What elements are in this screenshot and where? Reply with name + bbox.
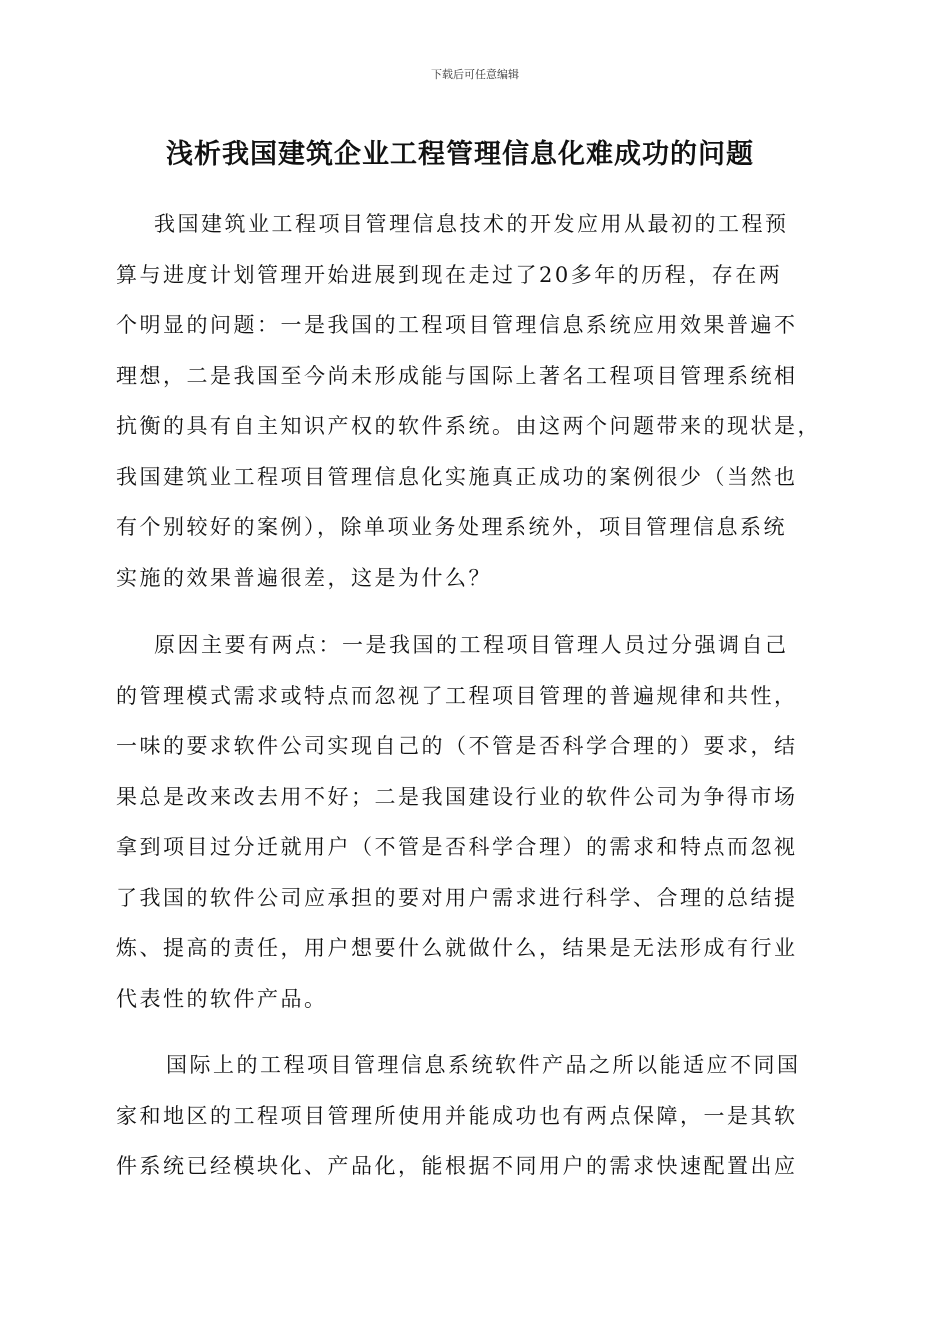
paragraph-1 bbox=[116, 199, 876, 603]
paragraph-3 bbox=[116, 1040, 876, 1192]
paragraph-line: 件系统已经模块化、产品化，能根据不同用户的需求快速配置出应 bbox=[116, 1154, 798, 1178]
paragraph-line: 个明显的问题：一是我国的工程项目管理信息系统应用效果普遍不 bbox=[116, 313, 798, 337]
paragraph-line: 炼、提高的责任，用户想要什么就做什么，结果是无法形成有行业 bbox=[116, 936, 798, 960]
paragraph-line: 抗衡的具有自主知识产权的软件系统。由这两个问题带来的现状是， bbox=[116, 414, 821, 438]
paragraph-line: 果总是改来改去用不好；二是我国建设行业的软件公司为争得市场 bbox=[116, 784, 798, 809]
paragraph-line: 原因主要有两点：一是我国的工程项目管理人员过分强调自己 bbox=[154, 633, 789, 657]
paragraph-line: 了我国的软件公司应承担的要对用户需求进行科学、合理的总结提 bbox=[116, 885, 798, 910]
paragraph-line: 的管理模式需求或特点而忽视了工程项目管理的普遍规律和共性， bbox=[116, 683, 798, 708]
header-note: 下载后可任意编辑 bbox=[431, 68, 519, 81]
paragraph-2 bbox=[116, 620, 876, 1024]
paragraph-line: 国际上的工程项目管理信息系统软件产品之所以能适应不同国 bbox=[166, 1053, 801, 1077]
paragraph-line: 我国建筑业工程项目管理信息技术的开发应用从最初的工程预 bbox=[154, 212, 789, 236]
paragraph-line: 有个别较好的案例），除单项业务处理系统外，项目管理信息系统 bbox=[116, 515, 787, 539]
paragraph-line: 家和地区的工程项目管理所使用并能成功也有两点保障，一是其软 bbox=[116, 1103, 798, 1128]
paragraph-line: 理想，二是我国至今尚未形成能与国际上著名工程项目管理系统相 bbox=[116, 363, 798, 388]
paragraph-line: 一味的要求软件公司实现自己的（不管是否科学合理的）要求，结 bbox=[116, 734, 798, 758]
paragraph-line: 实施的效果普遍很差，这是为什么？ bbox=[116, 565, 492, 590]
document-title: 浅析我国建筑企业工程管理信息化难成功的问题 bbox=[166, 139, 754, 170]
paragraph-line: 算与进度计划管理开始进展到现在走过了20多年的历程，存在两 bbox=[116, 262, 783, 287]
paragraph-line: 拿到项目过分迁就用户（不管是否科学合理）的需求和特点而忽视 bbox=[116, 835, 798, 859]
paragraph-line: 我国建筑业工程项目管理信息化实施真正成功的案例很少（当然也 bbox=[116, 464, 798, 489]
paragraph-line: 代表性的软件产品。 bbox=[116, 986, 328, 1011]
